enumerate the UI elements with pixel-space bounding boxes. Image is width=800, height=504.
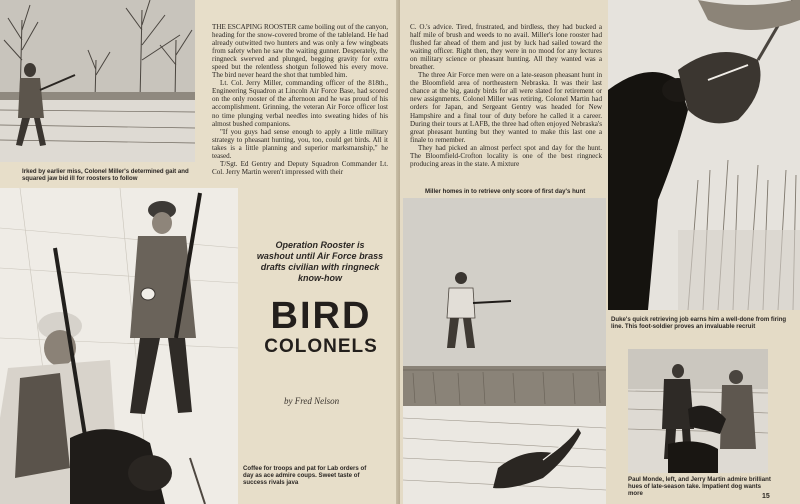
- article-column-right: [410, 23, 602, 168]
- article-paragraph-1: THE ESCAPING ROOSTER came boiling out of the canyon, heading for the snow-covered brome of the tableland. He had already outwitted two hunters and was only a few wingbeats from safety when he saw the waiting gunner. Desperately, the ringneck swerved and plunged, begging gravity for extra speed but the relentless shotgun followed his every move. The bird never heard the shot that tumbled him.: [212, 23, 388, 80]
- headline-bird: BIRD: [270, 295, 372, 337]
- photo-dog-retrieving: [608, 0, 800, 310]
- byline: by Fred Nelson: [284, 396, 340, 406]
- caption-dog: Duke's quick retrieving job earns him a well-done from firing line. This foot-soldier proves an invaluable recruit: [611, 316, 787, 331]
- caption-top-left: Irked by earlier miss, Colonel Miller's determined gait and squared jaw bid ill for roosters to follow: [22, 168, 189, 183]
- photo-hunter-retrieving: [403, 198, 606, 504]
- right-page: [400, 0, 800, 504]
- article-column-left: [212, 23, 388, 176]
- photo-hunter-walking: [0, 0, 195, 162]
- article-paragraph-2: Lt. Col. Jerry Miller, commanding officer of the 818th., Engineering Squadron at Lincoln Air Force Base, had scored on the only rooster of the afternoon and he was proud of his accomplishment. Grinning, the veteran Air Force officer lost no time plunging verbal needles into sweating hides of his almost bushed companions.: [212, 79, 388, 128]
- photo-hunters-coffee: [0, 188, 238, 504]
- page-number: 15: [762, 493, 770, 500]
- article-paragraph-continued: C. O.'s advice. Tired, frustrated, and birdless, they had bucked a half mile of brush and weeds to no avail. Miller's lone rooster had flushed far ahead of them and just by luck had sailed toward the waiting officer. Right then, they were in no mood for any lectures on military science or pheasant hunting. All they wanted was a breather.: [410, 23, 602, 72]
- article-paragraph-4: T/Sgt. Ed Gentry and Deputy Squadron Commander Lt. Col. Jerry Martin weren't impressed with their: [212, 159, 388, 176]
- headline-deck: Operation Rooster is washout until Air Force brass drafts civilian with ringneck know-how: [256, 240, 384, 283]
- headline-colonels: COLONELS: [264, 336, 378, 357]
- article-paragraph-6: They had picked an almost perfect spot and day for the hunt. The Bloomfield-Crofton locality is one of the best ringneck producing areas in the state. A mixture: [410, 143, 602, 168]
- caption-bottom-right: Paul Monde, left, and Jerry Martin admire brilliant hues of late-season take. Impatient dog wants more: [628, 476, 771, 498]
- article-paragraph-5: The three Air Force men were on a late-season pheasant hunt in the Bloomfield area of northeastern Nebraska. It was their last chance at the big, gaudy birds for all were slated for retirement or new assignments. Colonel Miller was retiring. Colonel Martin had orders for Japan, and Sergeant Gentry was headed for New Hampshire and a final tour of duty before he called it a career. During their tours at LAFB, the three had often enjoyed Nebraska's great pheasant hunting but they wanted to make this last one a finale to remember.: [410, 71, 602, 144]
- photo-men-admiring: [628, 349, 768, 473]
- caption-bottom-left: Coffee for troops and pat for Lab orders of day as ace admire coups. Sweet taste of success rivals java: [243, 465, 367, 487]
- caption-middle: Miller homes in to retrieve only score of first day's hunt: [425, 188, 586, 195]
- article-paragraph-3: "If you guys had sense enough to apply a little military strategy to pheasant hunting, you, too, could get birds. All it takes is a little planning and superior marksmanship," he teased.: [212, 127, 388, 160]
